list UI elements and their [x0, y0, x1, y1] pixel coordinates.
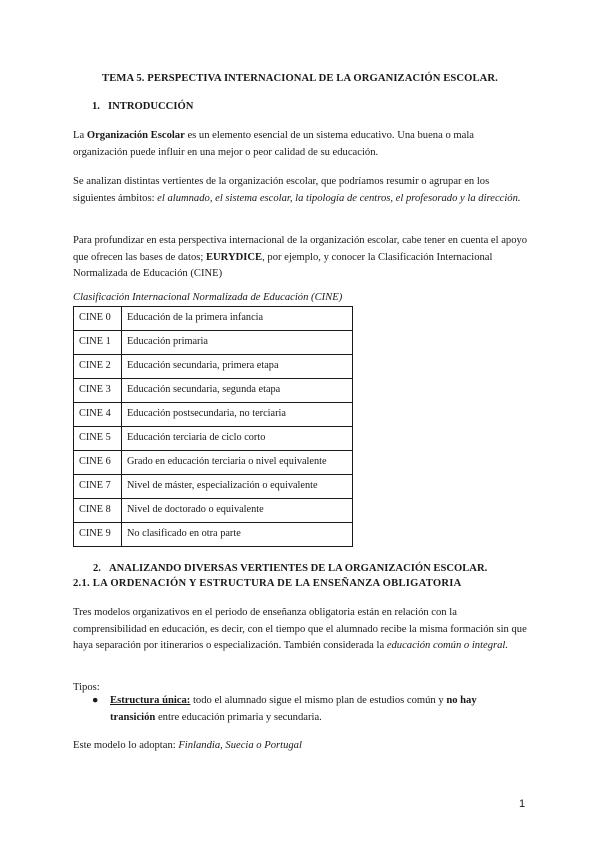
- intro-paragraph-1: [73, 128, 528, 161]
- cine-description: Educación secundaria, segunda etapa: [122, 379, 353, 403]
- table-caption: Clasificación Internacional Normalizada de Educación (CINE): [73, 292, 343, 303]
- text-run: Para profundizar en esta perspectiva internacional de la organización escolar, cabe tener en cuenta el apoyo que ofrecen las bases de datos;: [73, 235, 528, 263]
- cine-code: CINE 0: [74, 307, 122, 331]
- intro-paragraph-2: [73, 174, 528, 207]
- cine-table: [73, 306, 353, 547]
- paragraph-models: [73, 605, 528, 655]
- tipos-label: Tipos:: [73, 682, 100, 693]
- bold-term: EURYDICE: [205, 251, 263, 263]
- cine-description: Educación postsecundaria, no terciaria: [122, 403, 353, 427]
- cine-description: No clasificado en otra parte: [122, 523, 353, 547]
- cine-description: Educación terciaria de ciclo corto: [122, 427, 353, 451]
- text-run: es un elemento esencial de un sistema educativo. Una buena o mala organización puede influir en una mejor o peor calidad de su educación.: [73, 130, 474, 158]
- section-2-1-heading: 2.1. LA ORDENACIÓN Y ESTRUCTURA DE LA ENSEÑANZA OBLIGATORIA: [73, 578, 462, 589]
- cine-description: Educación de la primera infancia: [122, 307, 353, 331]
- cine-code: CINE 1: [74, 331, 122, 355]
- cine-description: Educación primaria: [122, 331, 353, 355]
- cine-code: CINE 7: [74, 475, 122, 499]
- table-row: [74, 403, 353, 427]
- bold-term: Organización Escolar: [86, 130, 185, 141]
- page-number: 1: [519, 798, 526, 810]
- list-item-text: [110, 693, 510, 726]
- section-2-label: ANALIZANDO DIVERSAS VERTIENTES DE LA ORGANIZACIÓN ESCOLAR.: [109, 563, 488, 574]
- table-row: [74, 523, 353, 547]
- section-1-heading: [92, 99, 193, 116]
- paragraph-countries: [73, 738, 528, 755]
- cine-code: CINE 9: [74, 523, 122, 547]
- cine-code: CINE 4: [74, 403, 122, 427]
- cine-code: CINE 6: [74, 451, 122, 475]
- italic-text: Finlandia, Suecia o Portugal: [178, 740, 302, 751]
- bold-term: no hay transición: [110, 695, 477, 723]
- cine-code: CINE 3: [74, 379, 122, 403]
- text-run: todo el alumnado sigue el mismo plan de estudios común y: [190, 695, 447, 706]
- section-1-number: 1.: [92, 101, 100, 112]
- section-1-label: INTRODUCCIÓN: [108, 101, 194, 112]
- cine-code: CINE 2: [74, 355, 122, 379]
- text-run: Tres modelos organizativos en el periodo de enseñanza obligatoria están en relación con la comprensibilidad en educación, es decir, con el tiempo que el alumnado recibe la misma formación sin que haya separación por itinerarios o especialización. También considerada la: [73, 607, 527, 651]
- table-row: [74, 451, 353, 475]
- cine-description: Nivel de doctorado o equivalente: [122, 499, 353, 523]
- table-row: [74, 499, 353, 523]
- intro-paragraph-3: [73, 233, 528, 283]
- text-run: , por ejemplo, y conocer la Clasificación Internacional Normalizada de Educación (CINE): [73, 251, 493, 279]
- table-row: [74, 307, 353, 331]
- text-run: entre educación primaria y secundaria.: [155, 711, 322, 723]
- cine-code: CINE 8: [74, 499, 122, 523]
- bullet-icon: ●: [92, 695, 99, 706]
- cine-description: Grado en educación terciaria o nivel equivalente: [122, 451, 353, 475]
- bold-underlined-term: Estructura única:: [110, 695, 191, 706]
- italic-text: el alumnado, el sistema escolar, la tipología de centros, el profesorado y la dirección.: [157, 192, 521, 204]
- cine-description: Nivel de máster, especialización o equivalente: [122, 475, 353, 499]
- italic-text: educación común o integral.: [386, 640, 509, 651]
- text-run: Este modelo lo adoptan:: [73, 740, 179, 751]
- document-title: TEMA 5. PERSPECTIVA INTERNACIONAL DE LA ORGANIZACIÓN ESCOLAR.: [102, 73, 498, 84]
- section-2-number: 2.: [93, 563, 101, 574]
- table-row: [74, 379, 353, 403]
- table-row: [74, 331, 353, 355]
- table-row: [74, 427, 353, 451]
- text-run: Se analizan distintas vertientes de la organización escolar, que podríamos resumir o agrupar en los siguientes ámbitos:: [73, 176, 490, 204]
- text-run: La: [73, 130, 87, 141]
- table-row: [74, 475, 353, 499]
- cine-description: Educación secundaria, primera etapa: [122, 355, 353, 379]
- cine-code: CINE 5: [74, 427, 122, 451]
- table-row: [74, 355, 353, 379]
